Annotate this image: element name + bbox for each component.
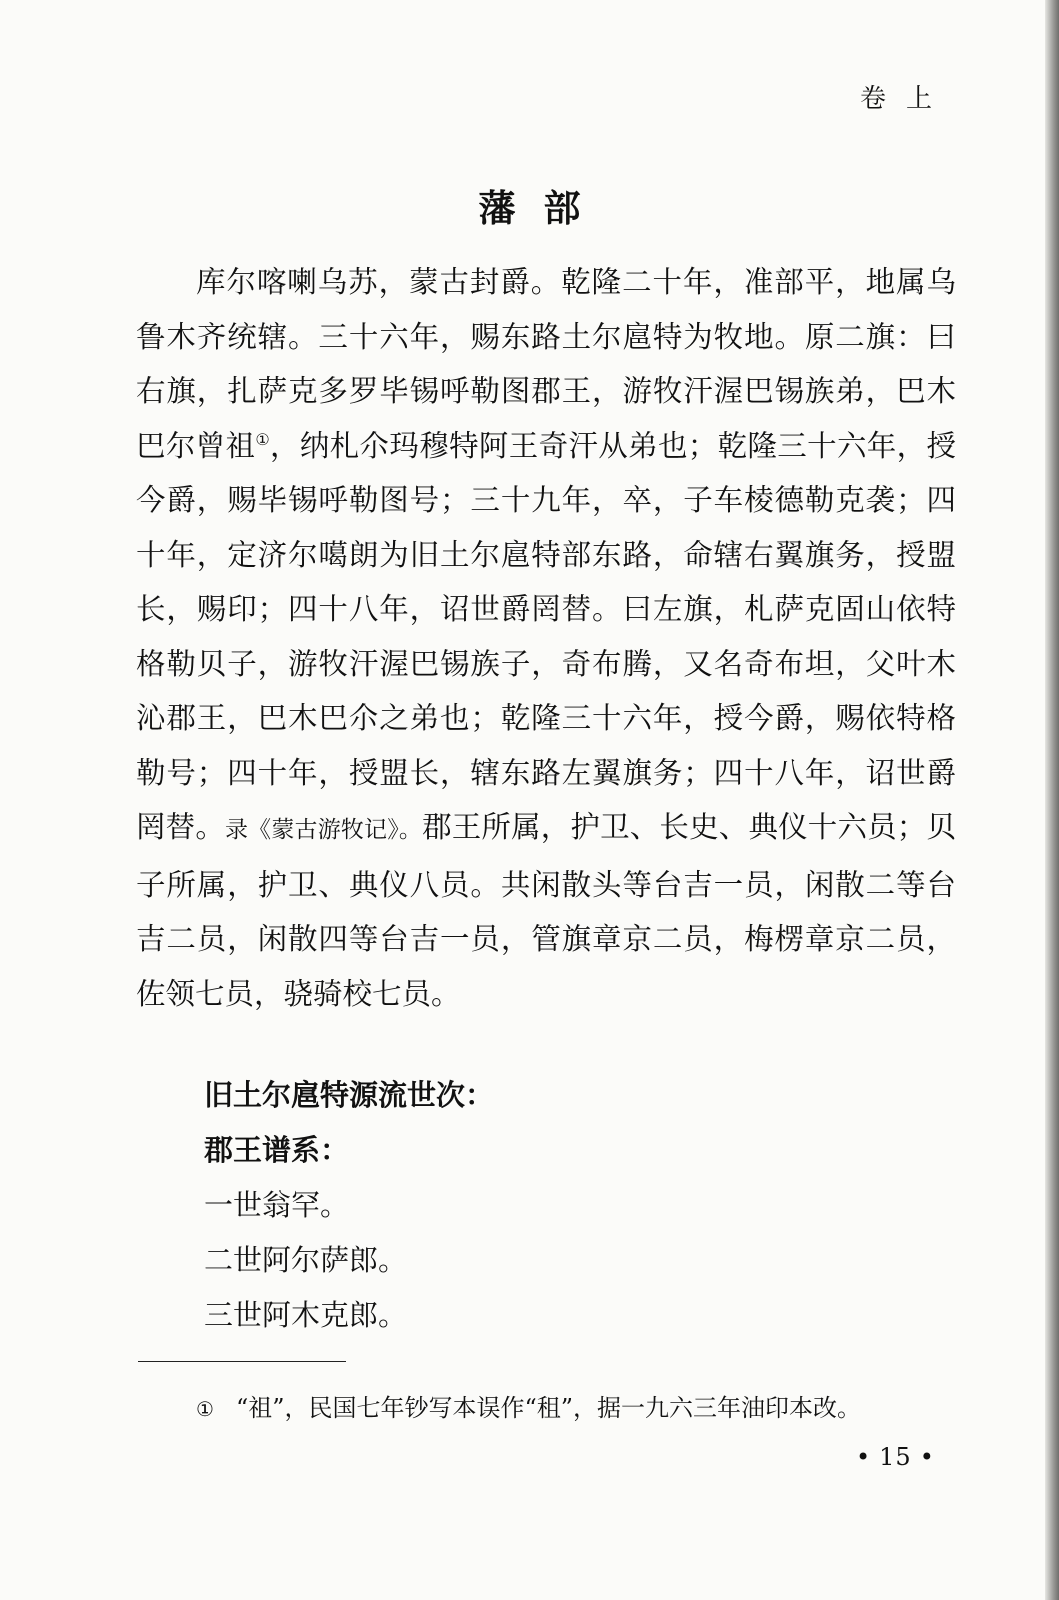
lineage-subheading: 郡王谱系： (204, 1133, 350, 1167)
body-text-part-3: 郡王所属，护卫、长史、典仪十六员；贝子所属，护卫、典仪八员。共闲散头等台吉一员，闲散二等台吉二员，闲散四等台吉一员，管旗章京二员，梅楞章京二员，佐领七员，骁骑校七员。 (136, 810, 956, 1011)
body-text-part-2: ，纳札尒玛穆特阿王奇汗从弟也；乾隆三十六年，授今爵，赐毕锡呼勒图号；三十九年，卒，子车棱德勒克袭；四十年，定济尔噶朗为旧土尔扈特部东路，命辖右翼旗务，授盟长，赐印；四十八年，诏世爵罔替。曰左旗，札萨克固山依特格勒贝子，游牧汗渥巴锡族子，奇布腾，又名奇布坦，父叶木沁郡王，巴木巴尒之弟也；乾隆三十六年，授今爵，赐依特格勒号；四十年，授盟长，辖东路左翼旗务；四十八年，诏世爵罔替。 (136, 428, 956, 844)
lineage-section (204, 1068, 494, 1343)
source-citation: 录《蒙古游牧记》。 (225, 817, 423, 843)
page-number-value: 15 (879, 1443, 912, 1471)
footnote-mark: ① (196, 1397, 214, 1421)
body-paragraph (136, 255, 956, 1021)
page-number (848, 1443, 943, 1471)
running-head: 卷上 (860, 84, 953, 114)
footnote (196, 1388, 861, 1423)
footnote-reference[interactable]: ① (255, 429, 271, 449)
body-text-part-1: 库尔喀喇乌苏，蒙古封爵。乾隆二十年，准部平，地属乌鲁木齐统辖。三十六年，赐东路土尔扈特为牧地。原二旗：曰右旗，扎萨克多罗毕锡呼勒图郡王，游牧汗渥巴锡族弟，巴木巴尔曾祖 (136, 265, 956, 463)
lineage-heading: 旧土尔扈特源流世次： (204, 1078, 495, 1112)
page-number-dot-icon: • (856, 1443, 872, 1471)
section-title: 藩部 (478, 186, 609, 230)
page-number-dot-icon: • (919, 1443, 935, 1471)
lineage-generation: 一世翁罕。 (204, 1188, 350, 1222)
lineage-generation: 二世阿尔萨郎。 (204, 1243, 408, 1277)
footnote-text: “祖”，民国七年钞写本误作“租”，据一九六三年油印本改。 (235, 1394, 862, 1422)
footnote-divider (138, 1361, 346, 1362)
lineage-generation: 三世阿木克郎。 (204, 1298, 408, 1332)
page-edge-shadow (1045, 0, 1059, 1600)
